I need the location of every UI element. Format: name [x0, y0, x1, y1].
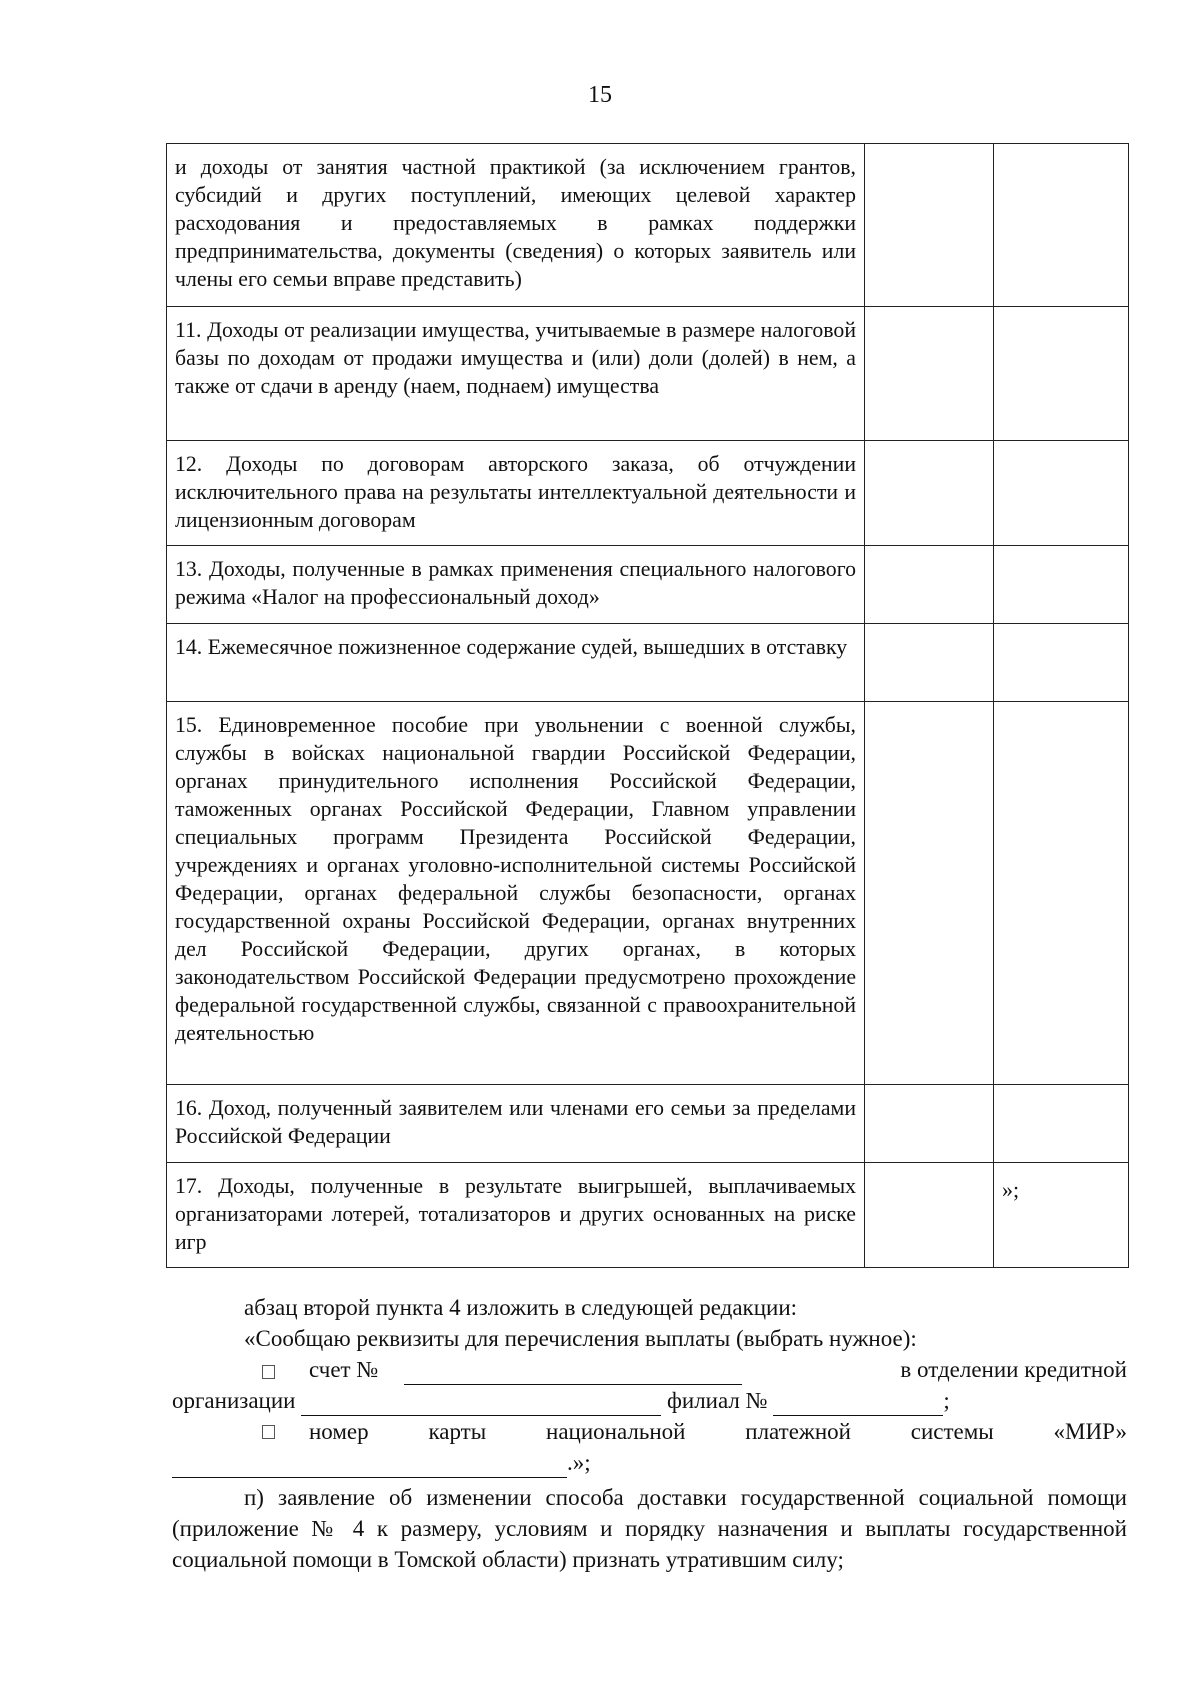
checkbox-account[interactable]: [262, 1365, 275, 1379]
row-description: [167, 702, 865, 1085]
row-description: [167, 441, 865, 546]
row-cell-3: [994, 144, 1129, 307]
row-cell-2: [865, 624, 994, 702]
table-row: [167, 441, 1129, 546]
row-cell-3: [994, 624, 1129, 702]
branch-label: в отделении кредитной: [900, 1357, 1127, 1382]
row-description: [167, 624, 865, 702]
row-cell-3: [994, 546, 1129, 624]
checkbox-card[interactable]: [262, 1425, 275, 1439]
row-text: 14. Ежемесячное пожизненное содержание судей, вышедших в отставку: [175, 635, 848, 659]
row-cell-2: [865, 546, 994, 624]
organization-line: [172, 1385, 1127, 1416]
card-end: .»;: [567, 1450, 591, 1475]
row-text: 13. Доходы, полученные в рамках применения специального налогового режима «Налог на профессиональный доход»: [175, 557, 856, 609]
table-row: [167, 546, 1129, 624]
table-row: [167, 702, 1129, 1085]
row-description: [167, 1163, 865, 1268]
row-cell-3: [994, 441, 1129, 546]
filial-label: филиал №: [666, 1388, 768, 1413]
row-text: 15. Единовременное пособие при увольнении с военной службы, службы в войсках национальной гвардии Российской Федерации, органах принудительного исполнения Российской Федерации, таможенных органах Российской Федерации, Главном управлении специальных программ Президента Российской Федерации, учреждениях и органах уголовно-исполнительной системы Российской Федерации, органах федеральной службы безопасности, органах государственной охраны Российской Федерации, органах внутренних дел Российской Федерации, других органах, в которых законодательством Российской Федерации предусмотрено прохождение федеральной государственной службы, связанной с правоохранительной деятельностью: [175, 713, 856, 1045]
paragraph-requisites: «Сообщаю реквизиты для перечисления выплаты (выбрать нужное):: [244, 1326, 917, 1351]
row-description: [167, 546, 865, 624]
option-card-line: [262, 1416, 1127, 1447]
table-row: [167, 624, 1129, 702]
row-text: 11. Доходы от реализации имущества, учитываемые в размере налоговой базы по доходам от продажи имущества и (или) доли (долей) в нем, а также от сдачи в аренду (наем, поднаем) имущества: [175, 318, 856, 398]
row-cell-2: [865, 1163, 994, 1268]
row-text: 16. Доход, полученный заявителем или членами его семьи за пределами Российской Федерации: [175, 1096, 856, 1148]
account-number-blank[interactable]: [404, 1362, 742, 1385]
row-text: 17. Доходы, полученные в результате выигрышей, выплачиваемых организаторами лотерей, тотализаторов и других основанных на риске игр: [175, 1174, 856, 1254]
row-cell-2: [865, 307, 994, 441]
row-cell-3: [994, 1085, 1129, 1163]
row-description: [167, 144, 865, 307]
organization-blank[interactable]: [301, 1393, 661, 1416]
account-label: счет №: [309, 1357, 379, 1382]
row-cell-2: [865, 702, 994, 1085]
row-text: 12. Доходы по договорам авторского заказа, об отчуждении исключительного права на результаты интеллектуальной деятельности и лицензионным договорам: [175, 452, 856, 532]
card-number-line: [172, 1447, 1127, 1478]
page-number: 15: [588, 82, 612, 108]
row-cell-3: [994, 702, 1129, 1085]
table-row: [167, 144, 1129, 307]
paragraph-p: п) заявление об изменении способа доставки государственной социальной помощи (приложение № 4 к размеру, условиям и порядку назначения и выплаты государственной социальной помощи в Томской области) признать утратившим силу;: [172, 1485, 1127, 1572]
row-cell-3: [994, 1163, 1129, 1268]
row-cell-3: [994, 307, 1129, 441]
row-description: [167, 1085, 865, 1163]
table-row: [167, 1163, 1129, 1268]
row-description: [167, 307, 865, 441]
card-number-blank[interactable]: [172, 1455, 567, 1478]
row-cell-2: [865, 144, 994, 307]
filial-number-blank[interactable]: [773, 1393, 943, 1416]
organization-label: организации: [172, 1388, 296, 1413]
row-cell-2: [865, 441, 994, 546]
row-text: и доходы от занятия частной практикой (за исключением грантов, субсидий и других поступлений, имеющих целевой характер расходования и предоставляемых в рамках поддержки предпринимательства, документы (сведения) о которых заявитель или члены его семьи вправе представить): [175, 155, 856, 291]
semicolon: ;: [943, 1388, 950, 1413]
paragraph-abzac: абзац второй пункта 4 изложить в следующей редакции:: [244, 1295, 798, 1320]
card-label: номер карты национальной платежной системы «МИР»: [309, 1419, 1127, 1444]
table-row: [167, 307, 1129, 441]
table-row: [167, 1085, 1129, 1163]
closing-quote: »;: [1002, 1177, 1020, 1202]
row-cell-2: [865, 1085, 994, 1163]
income-table: [166, 143, 1129, 1268]
option-account-line: [262, 1354, 1127, 1385]
